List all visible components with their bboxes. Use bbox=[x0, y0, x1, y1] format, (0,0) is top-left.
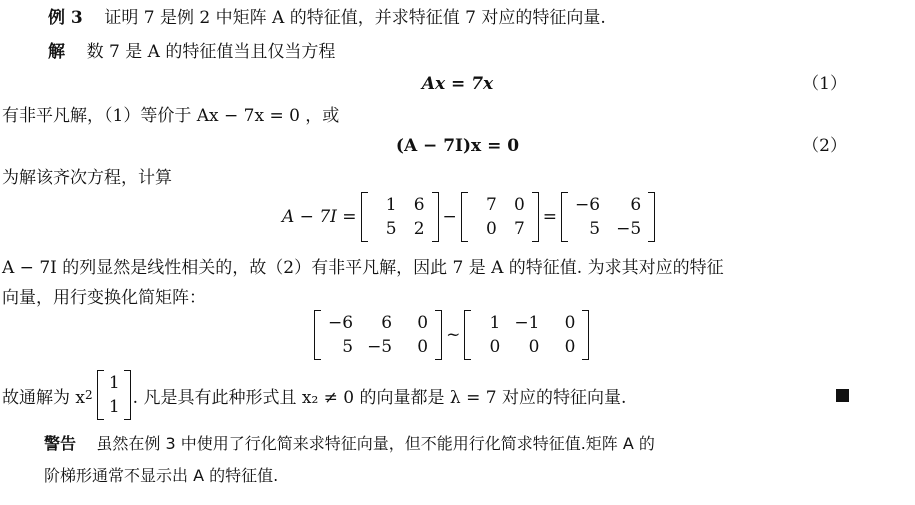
solution-intro-text: 数 7 是 A 的特征值当且仅当方程 bbox=[86, 42, 336, 62]
matrix-cell: 7 bbox=[513, 219, 525, 239]
matrix-cell: −1 bbox=[514, 313, 540, 333]
matrix-calculation bbox=[280, 192, 657, 242]
solution-intro bbox=[48, 40, 335, 64]
right-bracket bbox=[124, 370, 131, 420]
text-line-5: 向量，用行变换化简矩阵： bbox=[2, 288, 206, 308]
matrix-cell: 6 bbox=[381, 313, 393, 333]
warning-line-1 bbox=[44, 432, 655, 456]
matrix-cell: −6 bbox=[575, 195, 601, 215]
matrix-cell: 1 bbox=[385, 195, 397, 215]
solution-vector bbox=[97, 370, 131, 420]
matrix-cell: −6 bbox=[328, 313, 354, 333]
matrix-cell: 0 bbox=[528, 337, 540, 357]
right-bracket bbox=[432, 192, 439, 242]
tilde-sign: ~ bbox=[446, 325, 461, 345]
matrix-cell: 5 bbox=[385, 219, 397, 239]
warning-text-2: 阶梯形通常不显示出 A 的特征值. bbox=[44, 466, 279, 485]
matrix-cell: 0 bbox=[417, 337, 429, 357]
left-bracket bbox=[461, 192, 468, 242]
matrix-cell: 6 bbox=[630, 195, 642, 215]
right-bracket bbox=[532, 192, 539, 242]
matrix-cell: 0 bbox=[513, 195, 525, 215]
matrix-7i bbox=[461, 192, 539, 242]
right-bracket bbox=[435, 310, 442, 360]
left-bracket bbox=[97, 370, 104, 420]
matrix-cell: 2 bbox=[413, 219, 425, 239]
left-bracket bbox=[464, 310, 471, 360]
matrix-cell: 5 bbox=[342, 337, 354, 357]
text-line-3: 为解该齐次方程，计算 bbox=[2, 168, 172, 188]
equation-2-number: （2） bbox=[802, 136, 847, 156]
equation-1: Ax = 7x bbox=[421, 74, 494, 94]
matrix-cell: 6 bbox=[413, 195, 425, 215]
matrix-difference bbox=[561, 192, 655, 242]
matrix-augmented bbox=[314, 310, 442, 360]
matrix-cell: 0 bbox=[489, 337, 501, 357]
warning-text-1: 虽然在例 3 中使用了行化简来求特征向量，但不能用行化简求特征值.矩阵 A 的 bbox=[96, 434, 655, 453]
calc-lhs: A − 7I = bbox=[282, 207, 357, 227]
matrix-cell: 0 bbox=[485, 219, 497, 239]
right-bracket bbox=[648, 192, 655, 242]
matrix-cell: −5 bbox=[616, 219, 642, 239]
left-bracket bbox=[314, 310, 321, 360]
left-bracket bbox=[361, 192, 368, 242]
solution-label: 解 bbox=[48, 42, 65, 62]
matrix-cell: 0 bbox=[564, 337, 576, 357]
right-bracket bbox=[582, 310, 589, 360]
general-post: . 凡是具有此种形式且 x₂ ≠ 0 的向量都是 λ = 7 对应的特征向量. bbox=[132, 387, 627, 408]
example-label: 例 3 bbox=[48, 8, 83, 28]
text-line-4: A − 7I 的列显然是线性相关的，故（2）有非平凡解，因此 7 是 A 的特征值. 为求其对应的特征 bbox=[2, 258, 724, 278]
equals-sign: = bbox=[542, 207, 558, 227]
matrix-cell: 1 bbox=[489, 313, 501, 333]
matrix-cell: 7 bbox=[485, 195, 497, 215]
matrix-cell: 1 bbox=[108, 373, 120, 393]
general-sub: 2 bbox=[85, 388, 93, 402]
matrix-cell: 0 bbox=[417, 313, 429, 333]
text-line-2: 有非平凡解，（1）等价于 Ax − 7x = 0 ，或 bbox=[2, 106, 340, 126]
minus-sign: − bbox=[442, 207, 457, 227]
matrix-cell: −5 bbox=[367, 337, 393, 357]
matrix-reduced bbox=[464, 310, 589, 360]
matrix-cell: 1 bbox=[108, 397, 120, 417]
general-solution bbox=[2, 370, 626, 420]
equation-1-number: （1） bbox=[802, 74, 847, 94]
example-title: 证明 7 是例 2 中矩阵 A 的特征值，并求特征值 7 对应的特征向量. bbox=[104, 8, 606, 28]
equation-2: (A − 7I)x = 0 bbox=[395, 136, 520, 156]
matrix-a bbox=[361, 192, 439, 242]
general-pre: 故通解为 x bbox=[2, 387, 85, 408]
qed-square-icon bbox=[836, 389, 849, 402]
matrix-cell: 5 bbox=[589, 219, 601, 239]
warning-label: 警告 bbox=[44, 434, 77, 453]
row-reduction bbox=[312, 310, 591, 360]
example-header bbox=[48, 6, 606, 30]
left-bracket bbox=[561, 192, 568, 242]
matrix-cell: 0 bbox=[564, 313, 576, 333]
